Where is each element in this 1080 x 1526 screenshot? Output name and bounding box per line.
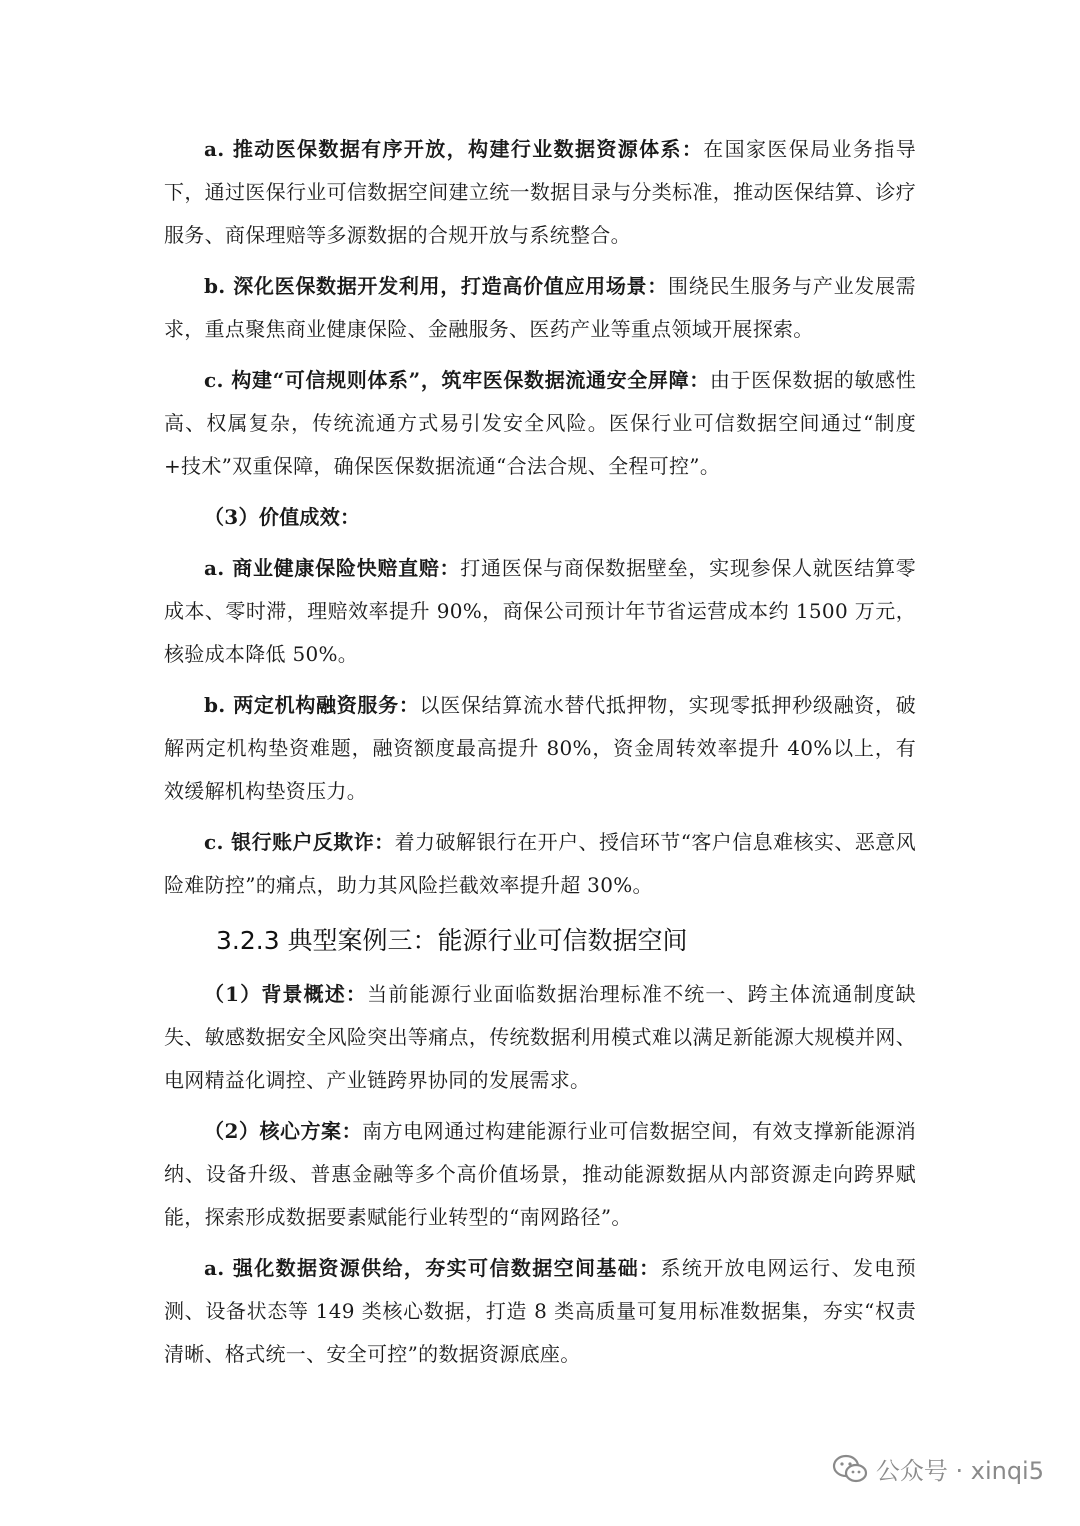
paragraph <box>164 547 916 676</box>
paragraph <box>164 1110 916 1239</box>
watermark-text: 公众号 · xinqi5 <box>875 1457 1044 1485</box>
paragraph-lead: a. 强化数据资源供给，夯实可信数据空间基础： <box>204 1256 661 1280</box>
paragraph-lead: c. 构建“可信规则体系”，筑牢医保数据流通安全屏障： <box>204 368 710 392</box>
paragraph-text: 系统开放电网运行、发电预测、设备状态等 149 类核心数据，打造 8 类高质量可复用标准数据集，夯实“权责清晰、格式统一、安全可控”的数据资源底座。 <box>164 1256 916 1366</box>
paragraphs-top <box>164 128 916 907</box>
paragraph-text: 着力破解银行在开户、授信环节“客户信息难核实、恶意风险难防控”的痛点，助力其风险拦截效率提升超 30%。 <box>164 830 917 897</box>
paragraph-lead: （2）核心方案： <box>204 1119 363 1143</box>
paragraph <box>164 1247 916 1376</box>
paragraph-lead: （1）背景概述： <box>204 982 368 1006</box>
paragraph-lead: b. 两定机构融资服务： <box>204 693 420 717</box>
watermark <box>832 1451 1044 1486</box>
paragraph <box>164 973 916 1102</box>
paragraph-text: 当前能源行业面临数据治理标准不统一、跨主体流通制度缺失、敏感数据安全风险突出等痛点，传统数据利用模式难以满足新能源大规模并网、电网精益化调控、产业链跨界协同的发展需求。 <box>164 982 916 1092</box>
wechat-icon <box>832 1454 868 1484</box>
paragraph <box>164 128 916 257</box>
paragraph <box>164 265 916 351</box>
paragraph <box>164 821 916 907</box>
paragraph-lead: c. 银行账户反欺诈： <box>204 830 395 854</box>
section-heading: 3.2.3 典型案例三：能源行业可信数据空间 <box>216 926 688 955</box>
paragraphs-bottom <box>164 973 916 1376</box>
paragraph-text: 以医保结算流水替代抵押物，实现零抵押秒级融资，破解两定机构垫资难题，融资额度最高提升 80%，资金周转效率提升 40%以上，有效缓解机构垫资压力。 <box>164 693 917 803</box>
paragraph-lead: a. 推动医保数据有序开放，构建行业数据资源体系： <box>204 137 704 161</box>
paragraph-lead: （3）价值成效： <box>204 505 361 529</box>
paragraph-lead: b. 深化医保数据开发利用，打造高价值应用场景： <box>204 274 668 298</box>
paragraph-lead: a. 商业健康保险快赔直赔： <box>204 556 461 580</box>
paragraph <box>164 684 916 813</box>
paragraph-text: 打通医保与商保数据壁垒，实现参保人就医结算零成本、零时滞，理赔效率提升 90%，商保公司预计年节省运营成本约 1500 万元，核验成本降低 50%。 <box>164 556 916 666</box>
paragraph-text: 南方电网通过构建能源行业可信数据空间，有效支撑新能源消纳、设备升级、普惠金融等多个高价值场景，推动能源数据从内部资源走向跨界赋能，探索形成数据要素赋能行业转型的“南网路径”。 <box>164 1119 916 1229</box>
subsection-label <box>164 496 916 539</box>
paragraph-text: 由于医保数据的敏感性高、权属复杂，传统流通方式易引发安全风险。医保行业可信数据空间通过“制度+技术”双重保障，确保医保数据流通“合法合规、全程可控”。 <box>164 368 916 478</box>
paragraph-text: 在国家医保局业务指导下，通过医保行业可信数据空间建立统一数据目录与分类标准，推动医保结算、诊疗服务、商保理赔等多源数据的合规开放与系统整合。 <box>164 137 916 247</box>
paragraph <box>164 359 916 488</box>
paragraph-text: 围绕民生服务与产业发展需求，重点聚焦商业健康保险、金融服务、医药产业等重点领域开展探索。 <box>164 274 916 341</box>
